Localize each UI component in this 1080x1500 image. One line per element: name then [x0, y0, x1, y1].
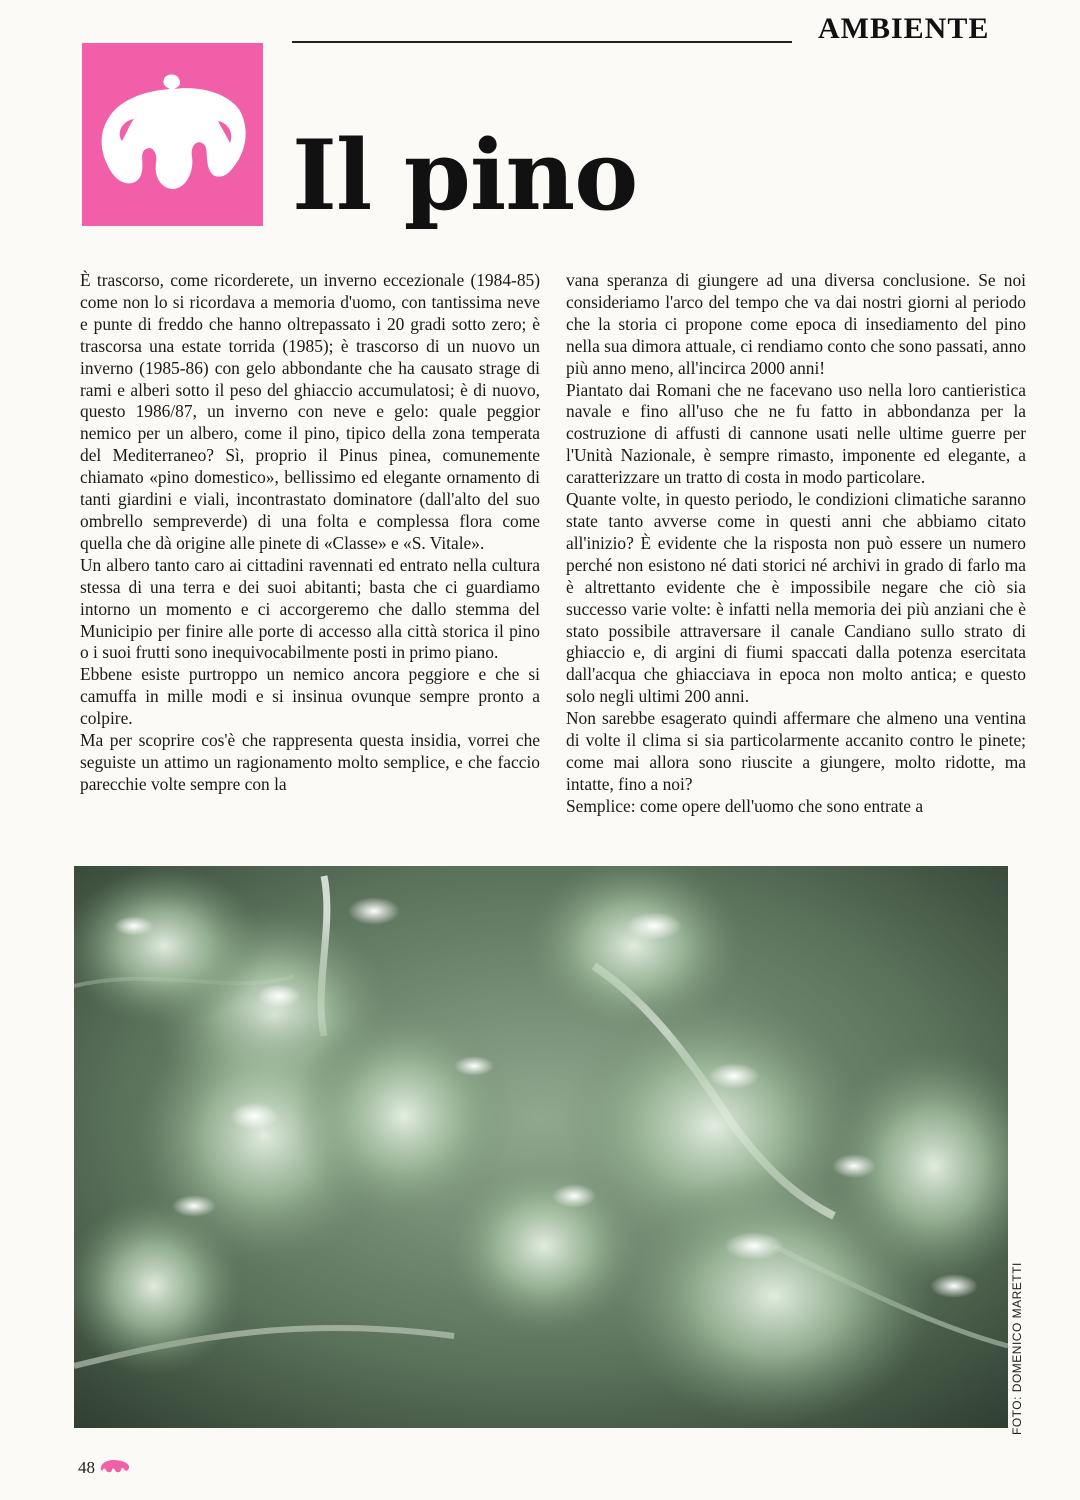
article-title: Il pino [292, 119, 638, 232]
article-column-left [80, 270, 540, 796]
pine-cone-logo-icon [82, 43, 263, 226]
paragraph: Piantato dai Romani che ne facevano uso nella loro cantieristica navale e fino all'uso che ne fu fatto in abbondanza per la costruzione di affusti di cannone usati nelle ultime guerre per l'Unità Nazionale, è sempre rimasto, imponente ed elegante, a caratterizzare un tratto di costa in modo particolare. [566, 379, 1026, 488]
section-label: AMBIENTE [818, 12, 990, 45]
paragraph: Non sarebbe esagerato quindi affermare che almeno una ventina di volte il clima si sia particolarmente accanito contro le pinete; come mai allora sono riuscite a giungere, molto ridotte, ma intatte, fino a noi? [566, 708, 1026, 794]
paragraph: Quante volte, in questo periodo, le condizioni climatiche saranno state tanto avverse come in questi anni che abbiamo citato all'inizio? È evidente che la risposta non può essere un numero perché non esistono né dati storici né archivi in grado di farlo ma è altrettanto evidente che è impossibile negare che ciò sia successo varie volte: è infatti nella memoria dei più anziani che è stato possibile attraversare il canale Candiano sullo strato di ghiaccio e, di argini di fiumi spaccati dalla potenza esercitata dall'acqua che ghiacciava in epoca non molto antica; e questo solo negli ultimi 200 anni. [566, 489, 1026, 707]
page-number: 48 [78, 1458, 95, 1477]
paragraph: Un albero tanto caro ai cittadini ravennati ed entrato nella cultura stessa di una terra e dei suoi abitanti; basta che ci guardiamo intorno un momento e ci accorgeremo che dallo stemma del Municipio per finire alle porte di accesso alla città storica il pino o i suoi frutti sono inequivocabilmente posti in primo piano. [80, 554, 540, 663]
paragraph: vana speranza di giungere ad una diversa conclusione. Se noi consideriamo l'arco del tempo che va dai nostri giorni al periodo che la storia ci propone come epoca di insediamento del pino nella sua dimora attuale, ci rendiamo conto che sono passati, anno più anno meno, all'incirca 2000 anni! [566, 270, 1026, 378]
article-column-right [566, 270, 1026, 818]
photo-credit: FOTO: DOMENICO MARETTI [1010, 1262, 1024, 1435]
pine-cone-logo-icon [100, 1459, 130, 1473]
pine-branch-photo [74, 866, 1008, 1428]
paragraph: È trascorso, come ricorderete, un inverno eccezionale (1984-85) come non lo si ricordava a memoria d'uomo, con tantissima neve e punte di freddo che hanno oltrepassato i 20 gradi sotto zero; è trascorsa una estate torrida (1985); è trascorso di un nuovo un inverno (1985-86) con gelo abbondante che ha causato strage di rami e alberi sotto il peso del ghiaccio accumulatosi; è di nuovo, questo 1986/87, un inverno con neve e gelo: quale peggior nemico per un albero, come il pino, tipico della zona temperata del Mediterraneo? Sì, proprio il Pinus pinea, comunemente chiamato «pino domestico», bellissimo ed elegante ornamento di tanti giardini e viali, incontrastato dominatore (dall'alto del suo ombrello sempreverde) di una folta e complessa flora come quella che dà origine alle pinete di «Classe» e «S. Vitale». [80, 270, 540, 553]
paragraph: Ebbene esiste purtroppo un nemico ancora peggiore e che si camuffa in mille modi e si insinua ovunque sempre pronto a colpire. [80, 664, 540, 729]
paragraph: Semplice: come opere dell'uomo che sono entrate a [566, 795, 924, 816]
paragraph: Ma per scoprire cos'è che rappresenta questa insidia, vorrei che seguiste un attimo un ragionamento molto semplice, e che faccio parecchie volte sempre con la [80, 730, 540, 794]
header-rule [292, 41, 792, 43]
